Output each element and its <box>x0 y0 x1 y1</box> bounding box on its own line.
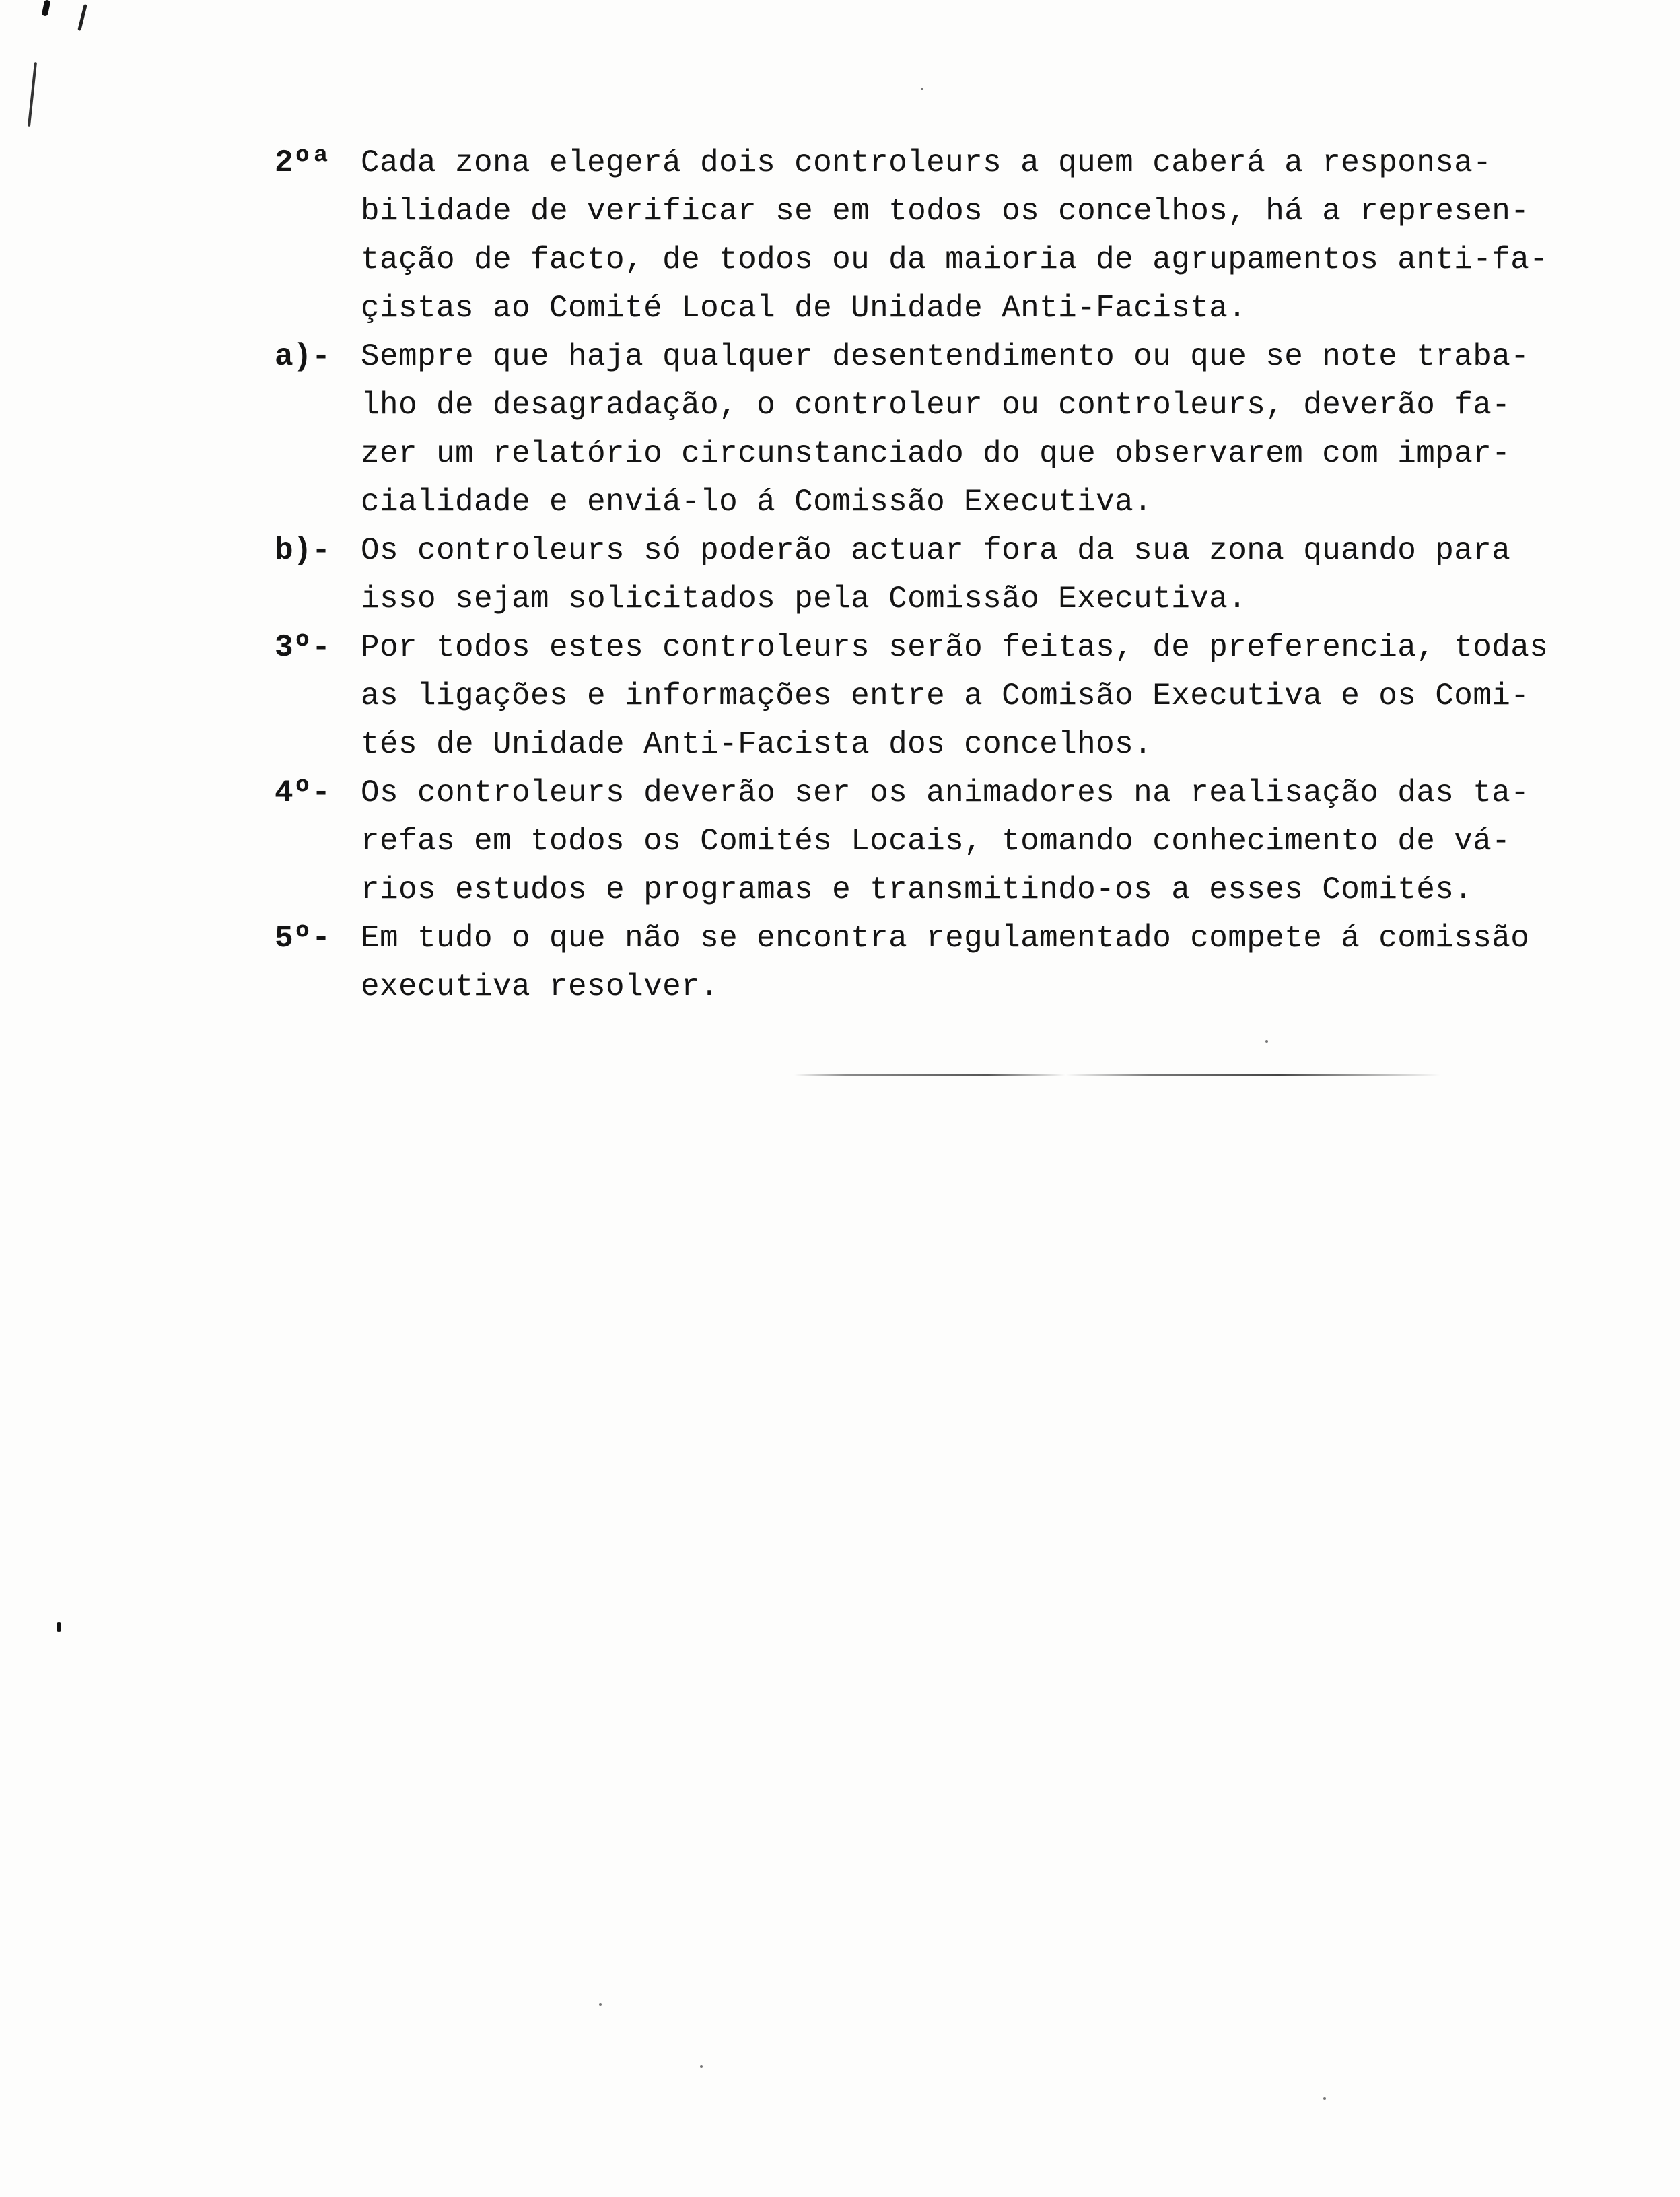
section-number: 2ºª <box>275 145 330 180</box>
section-number: b)- <box>275 533 330 568</box>
text-line: Os controleurs só poderão actuar fora da sua zona quando para <box>361 533 1511 568</box>
text-line: zer um relatório circunstanciado do que observarem com impar- <box>361 436 1511 471</box>
text-line: bilidade de verificar se em todos os concelhos, há a represen- <box>361 194 1530 229</box>
text-line: as ligações e informações entre a Comisão Executiva e os Comi- <box>361 678 1530 713</box>
speck <box>921 88 923 90</box>
section-4 <box>275 769 1621 914</box>
text-line: Os controleurs deverão ser os animadores na realisação das ta- <box>361 775 1530 810</box>
section-number: 3º- <box>275 630 330 665</box>
ink-mark <box>77 4 88 31</box>
text-line: lho de desagradação, o controleur ou controleurs, deverão fa- <box>361 388 1511 423</box>
ink-mark <box>42 0 51 17</box>
text-line: çistas ao Comité Local de Unidade Anti-Facista. <box>361 291 1247 326</box>
section-5 <box>275 914 1621 1011</box>
section-3 <box>275 623 1621 769</box>
section-b <box>275 526 1621 623</box>
text-line: tação de facto, de todos ou da maioria de agrupamentos anti-fa- <box>361 242 1549 277</box>
section-number: a)- <box>275 339 330 374</box>
text-line: Cada zona elegerá dois controleurs a quem caberá a responsa- <box>361 145 1492 180</box>
section-number: 4º- <box>275 775 330 810</box>
text-line: rios estudos e programas e transmitindo-os a esses Comités. <box>361 872 1473 907</box>
section-a <box>275 333 1621 526</box>
ink-mark <box>57 1622 61 1632</box>
text-line: Em tudo o que não se encontra regulamentado compete á comissão <box>361 921 1530 956</box>
section-2 <box>275 139 1621 333</box>
ink-mark <box>28 62 37 127</box>
document-body <box>275 139 1621 1011</box>
speck <box>700 2065 703 2068</box>
text-line: Sempre que haja qualquer desentendimento ou que se note traba- <box>361 339 1530 374</box>
text-line: Por todos estes controleurs serão feitas, de preferencia, todas <box>361 630 1549 665</box>
text-line: cialidade e enviá-lo á Comissão Executiva. <box>361 485 1153 520</box>
text-line: refas em todos os Comités Locais, tomando conhecimento de vá- <box>361 824 1511 859</box>
text-line: isso sejam solicitados pela Comissão Executiva. <box>361 582 1247 617</box>
speck <box>1323 2097 1326 2100</box>
speck <box>1265 1040 1268 1043</box>
closing-rule <box>794 1074 1440 1076</box>
section-number: 5º- <box>275 921 330 956</box>
text-line: tés de Unidade Anti-Facista dos concelhos. <box>361 727 1153 762</box>
speck <box>599 2003 602 2006</box>
text-line: executiva resolver. <box>361 969 720 1004</box>
